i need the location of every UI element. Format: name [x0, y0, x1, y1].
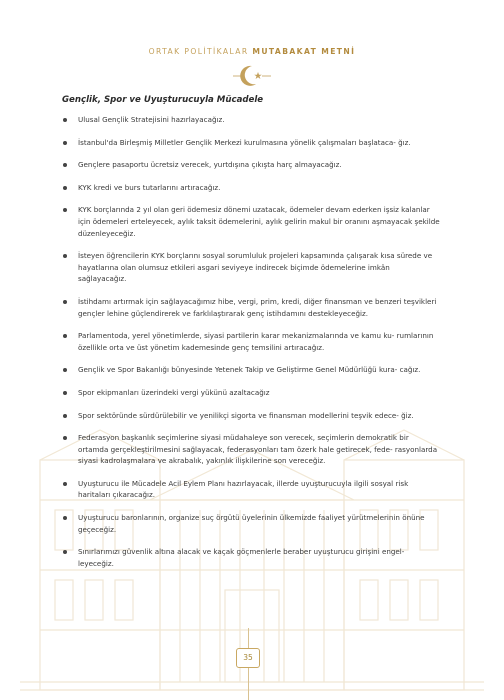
list-item-text: Spor sektöründe sürdürülebilir ve yenilikçi sigorta ve finansman modellerini teşvik edece- ğiz.: [78, 410, 414, 420]
list-item: [62, 387, 440, 399]
bullet-icon: [63, 118, 67, 122]
list-item-text: Uyuşturucu ile Mücadele Acil Eylem Planı hazırlayacak, illerde uyuşturucuyla ilgili sosyal risk haritaları çıkaracağız.: [78, 478, 409, 500]
list-item: [62, 410, 440, 422]
list-item: [62, 296, 440, 319]
list-item: [62, 330, 440, 353]
list-item: [62, 159, 440, 171]
bullet-icon: [63, 334, 67, 338]
bullet-icon: [63, 368, 67, 372]
list-item: [62, 114, 440, 126]
page-header: [0, 47, 504, 56]
bullet-icon: [63, 300, 67, 304]
list-item-text: Federasyon başkanlık seçimlerine siyasi müdahaleye son verecek, seçimlerin demokratik bir ortamda gerçekleştirilmesini sağlayacak, federasyonları tam özerk hale getirecek, fede- rasyonlarda siyasi kadrolaşmalara ve akrabalık, yakınlık ilişkilerine son vereceğiz.: [78, 433, 438, 466]
policy-bullet-list: [62, 112, 440, 569]
list-item: [62, 137, 440, 149]
list-item-text: KYK kredi ve burs tutarlarını artıracağız.: [78, 182, 221, 192]
page-number-divider: [248, 668, 249, 700]
list-item-text: Uyuşturucu baronlarının, organize suç örgütü üyelerinin ülkemizde faaliyet yürütmelerinin önüne geçeceğiz.: [78, 513, 425, 534]
bullet-icon: [63, 254, 67, 258]
list-item: [62, 364, 440, 376]
list-item-text: İsteyen öğrencilerin KYK borçlarını sosyal sorumluluk projeleri kapsamında çalışarak kısa sürede ve hayatlarına olan olumsuz etkileri asgari seviyeye indirecek biçimde ödemelerine imkân sağlayacağız.: [78, 251, 433, 284]
bullet-icon: [63, 186, 67, 190]
bullet-icon: [63, 436, 67, 440]
header-prefix: ORTAK POLİTİKALAR: [148, 47, 249, 56]
bullet-icon: [63, 163, 67, 167]
list-item-text: Sınırlarımızı güvenlik altına alacak ve kaçak göçmenlerle beraber uyuşturucu girişini engel- leyeceğiz.: [78, 547, 405, 568]
list-item: [62, 182, 440, 194]
section-heading: Gençlik, Spor ve Uyuşturucuyla Mücadele: [62, 95, 264, 105]
list-item: [62, 512, 440, 535]
header-title: MUTABAKAT METNİ: [252, 47, 356, 56]
bullet-icon: [63, 391, 67, 395]
list-item-text: Ulusal Gençlik Stratejisini hazırlayacağız.: [78, 115, 225, 124]
list-item: [62, 204, 440, 239]
bullet-icon: [63, 414, 67, 418]
list-item-text: İstihdamı artırmak için sağlayacağımız hibe, vergi, prim, kredi, diğer finansman ve benzeri teşvikleri gençler lehine güçlendirerek ve farklılaştırarak genç istihdamını destekleyeceğiz.: [78, 296, 437, 318]
list-item-text: Parlamentoda, yerel yönetimlerde, siyasi partilerin karar mekanizmalarında ve kamu ku- rumlarının özellikle orta ve üst yönetim kademesinde genç temsilini artıracağız.: [78, 331, 434, 352]
bullet-icon: [63, 516, 67, 520]
page-number-divider: [248, 628, 249, 648]
list-item: [62, 478, 440, 501]
list-item-text: Spor ekipmanları üzerindeki vergi yükünü azaltacağız: [78, 387, 270, 397]
bullet-icon: [63, 482, 67, 486]
bullet-icon: [63, 208, 67, 212]
bullet-icon: [63, 141, 67, 145]
list-item: [62, 546, 440, 569]
list-item: [62, 432, 440, 467]
list-item-text: Gençlik ve Spor Bakanlığı bünyesinde Yetenek Takip ve Geliştirme Genel Müdürlüğü kura- cağız.: [78, 365, 421, 375]
list-item-text: İstanbul'da Birleşmiş Milletler Gençlik Merkezi kurulmasına yönelik çalışmaları başlataca- ğız.: [78, 137, 411, 147]
list-item: [62, 250, 440, 285]
page-number: 35: [236, 648, 260, 668]
list-item-text: KYK borçlarında 2 yıl olan geri ödemesiz dönemi uzatacak, ödemeler devam ederken işsiz kalanlar için ödemeleri erteleyecek, aylık taksit ödemelerini, aylık gelirin makul bir oranını aşmayacak şekilde düzenleyeceğiz.: [78, 205, 440, 238]
bullet-icon: [63, 550, 67, 554]
list-item-text: Gençlere pasaportu ücretsiz verecek, yurtdışına çıkışta harç almayacağız.: [78, 160, 342, 170]
crescent-star-icon: [233, 62, 271, 88]
